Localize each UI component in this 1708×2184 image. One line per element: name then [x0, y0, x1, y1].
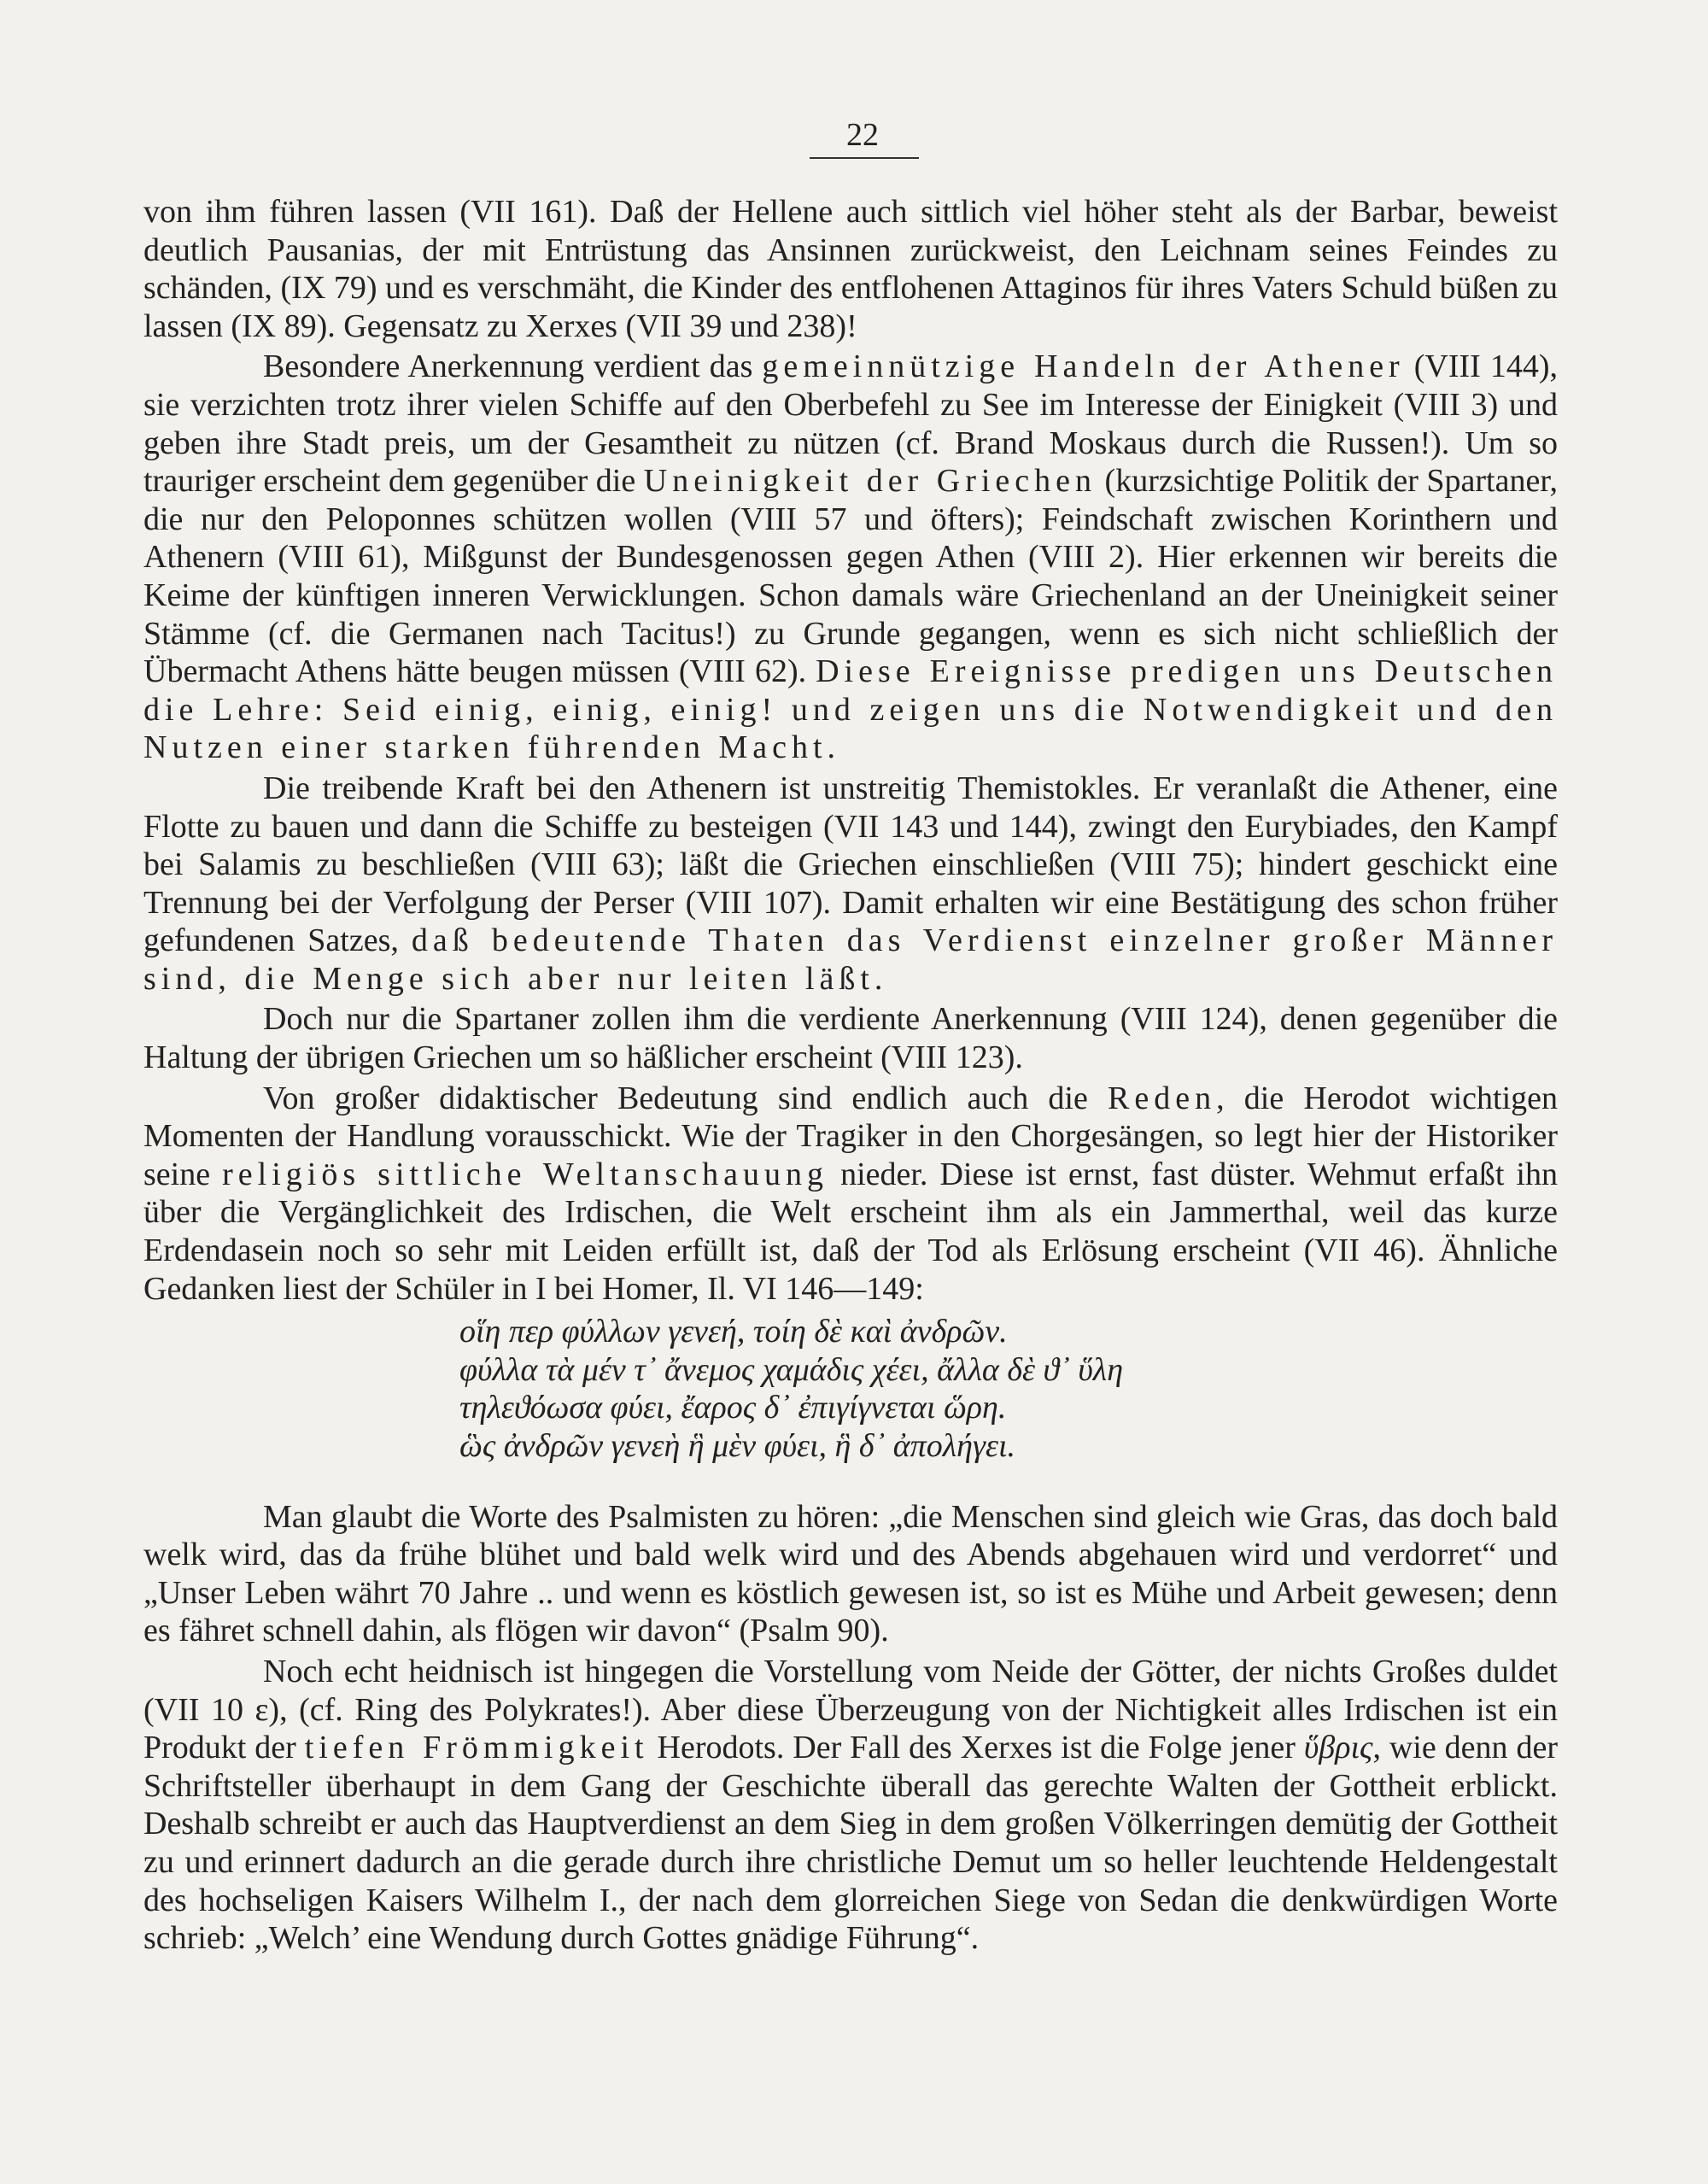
page-number-rule	[810, 157, 919, 159]
page-number: 22	[846, 117, 879, 153]
paragraph-2-text-e: (kurzsichtige Politik der Spartaner, die nur den Peloponnes schützen wollen (VIII 57 und öfters); Feindschaft zwischen Korinthern und Athenern (VIII 61), Mißgunst der Bundesgenossen gegen Athen (VIII 2). Hier erkennen wir bereits die Keime der künftigen inneren Verwicklungen. Schon damals wäre Griechenland an der Uneinigkeit seiner Stämme (cf. die Germanen nach Tacitus!) zu Grunde gegangen, wenn es sich nicht schließlich der Übermacht Athens hätte beugen müssen (VIII 62).	[143, 463, 1558, 690]
paragraph-7-text-a: Noch echt heidnisch ist hingegen die Vorstellung vom Neide der Götter, der nichts Großes duldet (VII 10 ε), (cf. Ring des Polykrates!). Aber diese Überzeugung von der Nichtigkeit alles Irdischen ist ein Produkt der	[143, 1653, 1558, 1766]
emphasis-bedeutende-thaten: daß bedeutende Thaten das Verdienst einzelner großer Männer sind, die Menge sich aber nur leiten läßt.	[143, 922, 1558, 997]
emphasis-ereignisse-lehre: Diese Ereignisse predigen uns Deutschen die Lehre: Seid einig, einig, einig! und zeigen uns die Notwendigkeit und den Nutzen einer starken führenden Macht.	[143, 653, 1558, 766]
emphasis-weltanschauung: religiös sittliche Weltanschauung	[222, 1156, 829, 1192]
paragraph-7-text-e: , wie denn der Schriftsteller überhaupt in dem Gang der Geschichte überall das gerechte Walten der Gottheit erblickt. Deshalb schreibt er auch das Hauptverdienst an dem Sieg in dem großen Völkerringen demütig der Gottheit zu und erinnert dadurch an die gerade durch ihre christliche Demut um so heller leuchtende Heldengestalt des hochseligen Kaisers Wilhelm I., der nach dem glorreichen Siege von Sedan die denkwürdigen Worte schrieb: „Welch’ eine Wendung durch Gottes gnädige Führung“.	[143, 1730, 1558, 1957]
quote-line-1: οἵη περ φύλλων γενεή, τοίη δὲ καὶ ἀνδρῶν.	[459, 1314, 1008, 1350]
quote-line-2: φύλλα τὰ μέν τ᾽ ἄνεμος χαμάδις χέει, ἄλλα δὲ ϑ᾽ ὕλη	[459, 1351, 1124, 1388]
paragraph-5-text-c: , die Herodot wichtigen Momenten der Handlung vorausschickt. Wie der Tragiker in den Chorgesängen, so legt hier der Historiker seine	[143, 1080, 1559, 1192]
paragraph-3	[143, 770, 1558, 998]
paragraph-2-text-c: (VIII 144), sie verzichten trotz ihrer vielen Schiffe auf den Oberbefehl zu See im Interesse der Einigkeit (VIII 3) und geben ihre Stadt preis, um der Gesamtheit zu nützen (cf. Brand Moskaus durch die Russen!). Um so trauriger erscheint dem gegenüber die	[143, 348, 1558, 500]
paragraph-5-text-e: nieder. Diese ist ernst, fast düster. Wehmut erfaßt ihn über die Vergänglichkeit des Irdischen, die Welt erscheint ihm als ein Jammerthal, weil das kurze Erdendasein noch so sehr mit Leiden erfüllt ist, daß der Tod als Erlösung erscheint (VII 46). Ähnliche Gedanken liest der Schüler in I bei Homer, Il. VI 146—149:	[143, 1156, 1558, 1307]
paragraph-3-text-a: Die treibende Kraft bei den Athenern ist unstreitig Themistokles. Er veranlaßt die Athener, eine Flotte zu bauen und dann die Schiffe zu besteigen (VII 143 und 144), zwingt den Eurybiades, den Kampf bei Salamis zu beschließen (VIII 63); läßt die Griechen einschließen (VIII 75); hindert geschickt eine Trennung bei der Verfolgung der Perser (VIII 107). Damit erhalten wir eine Bestätigung des schon früher gefundenen Satzes,	[143, 770, 1558, 959]
emphasis-uneinigkeit: Uneinigkeit der Griechen	[643, 463, 1097, 500]
paragraph-4	[143, 1000, 1558, 1076]
body-text	[143, 193, 1558, 1958]
paragraph-7-text-c: Herodots. Der Fall des Xerxes ist die Folge jener	[648, 1730, 1304, 1766]
greek-hybris: ὕβρις	[1303, 1730, 1373, 1766]
paragraph-4-text: Doch nur die Spartaner zollen ihm die verdiente Anerkennung (VIII 124), denen gegenüber die Haltung der übrigen Griechen um so häßlicher erscheint (VIII 123).	[143, 1001, 1558, 1076]
paragraph-6-text: Man glaubt die Worte des Psalmisten zu hören: „die Menschen sind gleich wie Gras, das doch bald welk wird, das da frühe blühet und bald welk wird und des Abends abgehauen wird und verdorret“ und „Unser Leben währt 70 Jahre .. und wenn es köstlich gewesen ist, so ist es Mühe und Arbeit gewesen; denn es fähret schnell dahin, als flögen wir davon“ (Psalm 90).	[143, 1498, 1558, 1649]
emphasis-gemeinnuetzige-handeln: gemeinnützige Handeln der Athener	[762, 348, 1405, 385]
quote-line-3: τηλεϑόωσα φύει, ἔαρος δ᾽ ἐπιγίγνεται ὥρη.	[459, 1390, 1007, 1426]
paragraph-5-text-a: Von großer didaktischer Bedeutung sind endlich auch die	[263, 1080, 1108, 1116]
emphasis-reden: Reden	[1108, 1080, 1217, 1116]
homer-quotation	[459, 1313, 1558, 1465]
paragraph-2	[143, 348, 1558, 767]
paragraph-1	[143, 193, 1558, 345]
paragraph-6	[143, 1498, 1558, 1650]
emphasis-tiefen-froemmigkeit: tiefen Frömmigkeit	[304, 1730, 649, 1766]
paragraph-5	[143, 1080, 1558, 1309]
paragraph-1-text: von ihm führen lassen (VII 161). Daß der Hellene auch sittlich viel höher steht als der Barbar, beweist deutlich Pausanias, der mit Entrüstung das Ansinnen zurückweist, den Leichnam seines Feindes zu schänden, (IX 79) und es verschmäht, die Kinder des entflohenen Attaginos für ihres Vaters Schuld büßen zu lassen (IX 89). Gegensatz zu Xerxes (VII 39 und 238)!	[143, 194, 1558, 344]
paragraph-2-text-a: Besondere Anerkennung verdient das	[263, 348, 763, 385]
paragraph-7	[143, 1653, 1558, 1958]
quote-line-4: ὣς ἀνδρῶν γενεὴ ἣ μὲν φύει, ἣ δ᾽ ἀπολήγει.	[459, 1428, 1016, 1464]
